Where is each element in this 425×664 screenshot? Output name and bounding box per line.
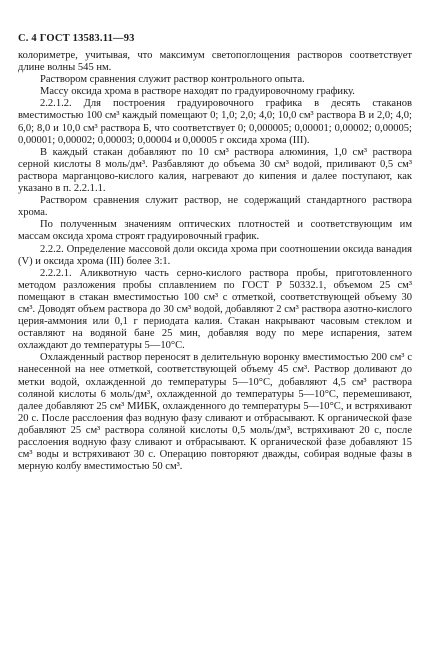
page-header: С. 4 ГОСТ 13583.11—93 xyxy=(18,33,135,44)
paragraph-mass-from-graph: Массу оксида хрома в растворе находят по градуировочному графику. xyxy=(40,86,355,98)
paragraph-reference-solution: Раствором сравнения служит раствор контрольного опыта. xyxy=(40,74,305,86)
paragraph-reference-solution-2: Раствором сравнения служит раствор, не содержащий стандартного раствора хрома. xyxy=(18,195,412,219)
paragraph-add-aluminium: В каждый стакан добавляют по 10 см³ раствора алюминия, 1,0 см³ раствора серной кислоты 8 моль/дм³. Разбавляют до объема 30 см³ водой, приливают 0,5 см³ раствора марганцово-кислого калия, нагревают до кипения и далее поступают, как указано в п. 2.2.1.1. xyxy=(18,146,412,195)
paragraph-2-2-1-2: 2.2.1.2. Для построения градуировочного графика в десять стаканов вместимостью 100 см³ каждый помещают 0; 1,0; 2,0; 4,0; 10,0 см³ раствора В и 2,0; 4,0; 6,0; 8,0 и 10,0 см³ раствора Б, что соответствует 0; 0,000005; 0,00001; 0,00002; 0,00005; 0,00001; 0,00002; 0,00003; 0,00004 и 0,00005 г оксида хрома (III). xyxy=(18,98,412,146)
paragraph-2-2-2: 2.2.2. Определение массовой доли оксида хрома при соотношении оксида ванадия (V) и оксида хрома (III) более 3:1. xyxy=(18,243,412,267)
paragraph-extraction: Охлажденный раствор переносят в делительную воронку вместимостью 200 см³ с нанесенной на нее отметкой, соответствующей объему 45 см³. Раствор доливают до метки водой, охлажденной до температуры 5—10°С, добавляют 4,5 см³ раствора соляной кислоты 6 моль/дм³, охлажденной до температуры 5—10°С, перемешивают, далее добавляют 25 см³ МИБК, охлажденного до температуры 5—10°С, и встряхивают 20 с. После расслоения фаз водную фазу сливают и отбрасывают. К органической фазе добавляют 25 см³ раствора соляной кислоты 0,5 моль/дм³, встряхивают 20 с, после расслоения водную фазу сливают и отбрасывают. К органической фазе добавляют 15 см³ воды и встряхивают 30 с. Операцию повторяют дважды, собирая водные фазы в мерную колбу вместимостью 50 см³. xyxy=(18,352,412,473)
paragraph-2-2-2-1: 2.2.2.1. Аликвотную часть серно-кислого раствора пробы, приготовленного методом разложения пробы сплавлением по ГОСТ Р 50332.1, объемом 25 см³ помещают в стакан вместимостью 100 см³ с отметкой, соответствующей объему 30 см³. Доводят объем раствора до 30 см³ водой, добавляют 2 см³ раствора азотно-кислого церия-аммония или 0,1 г периодата калия. Стакан накрывают часовым стеклом и оставляют на водяной бане 25 мин, добавляя воду по мере испарения, затем охлаждают до температуры 5—10°С. xyxy=(18,267,412,352)
paragraph-build-graph: По полученным значениям оптических плотностей и соответствующим им массам оксида хрома строят градуировочный график. xyxy=(18,219,412,243)
paragraph-continuation: колориметре, учитывая, что максимум светопоглощения растворов соответствует длине волны 545 нм. xyxy=(18,50,412,74)
document-body xyxy=(18,50,412,473)
